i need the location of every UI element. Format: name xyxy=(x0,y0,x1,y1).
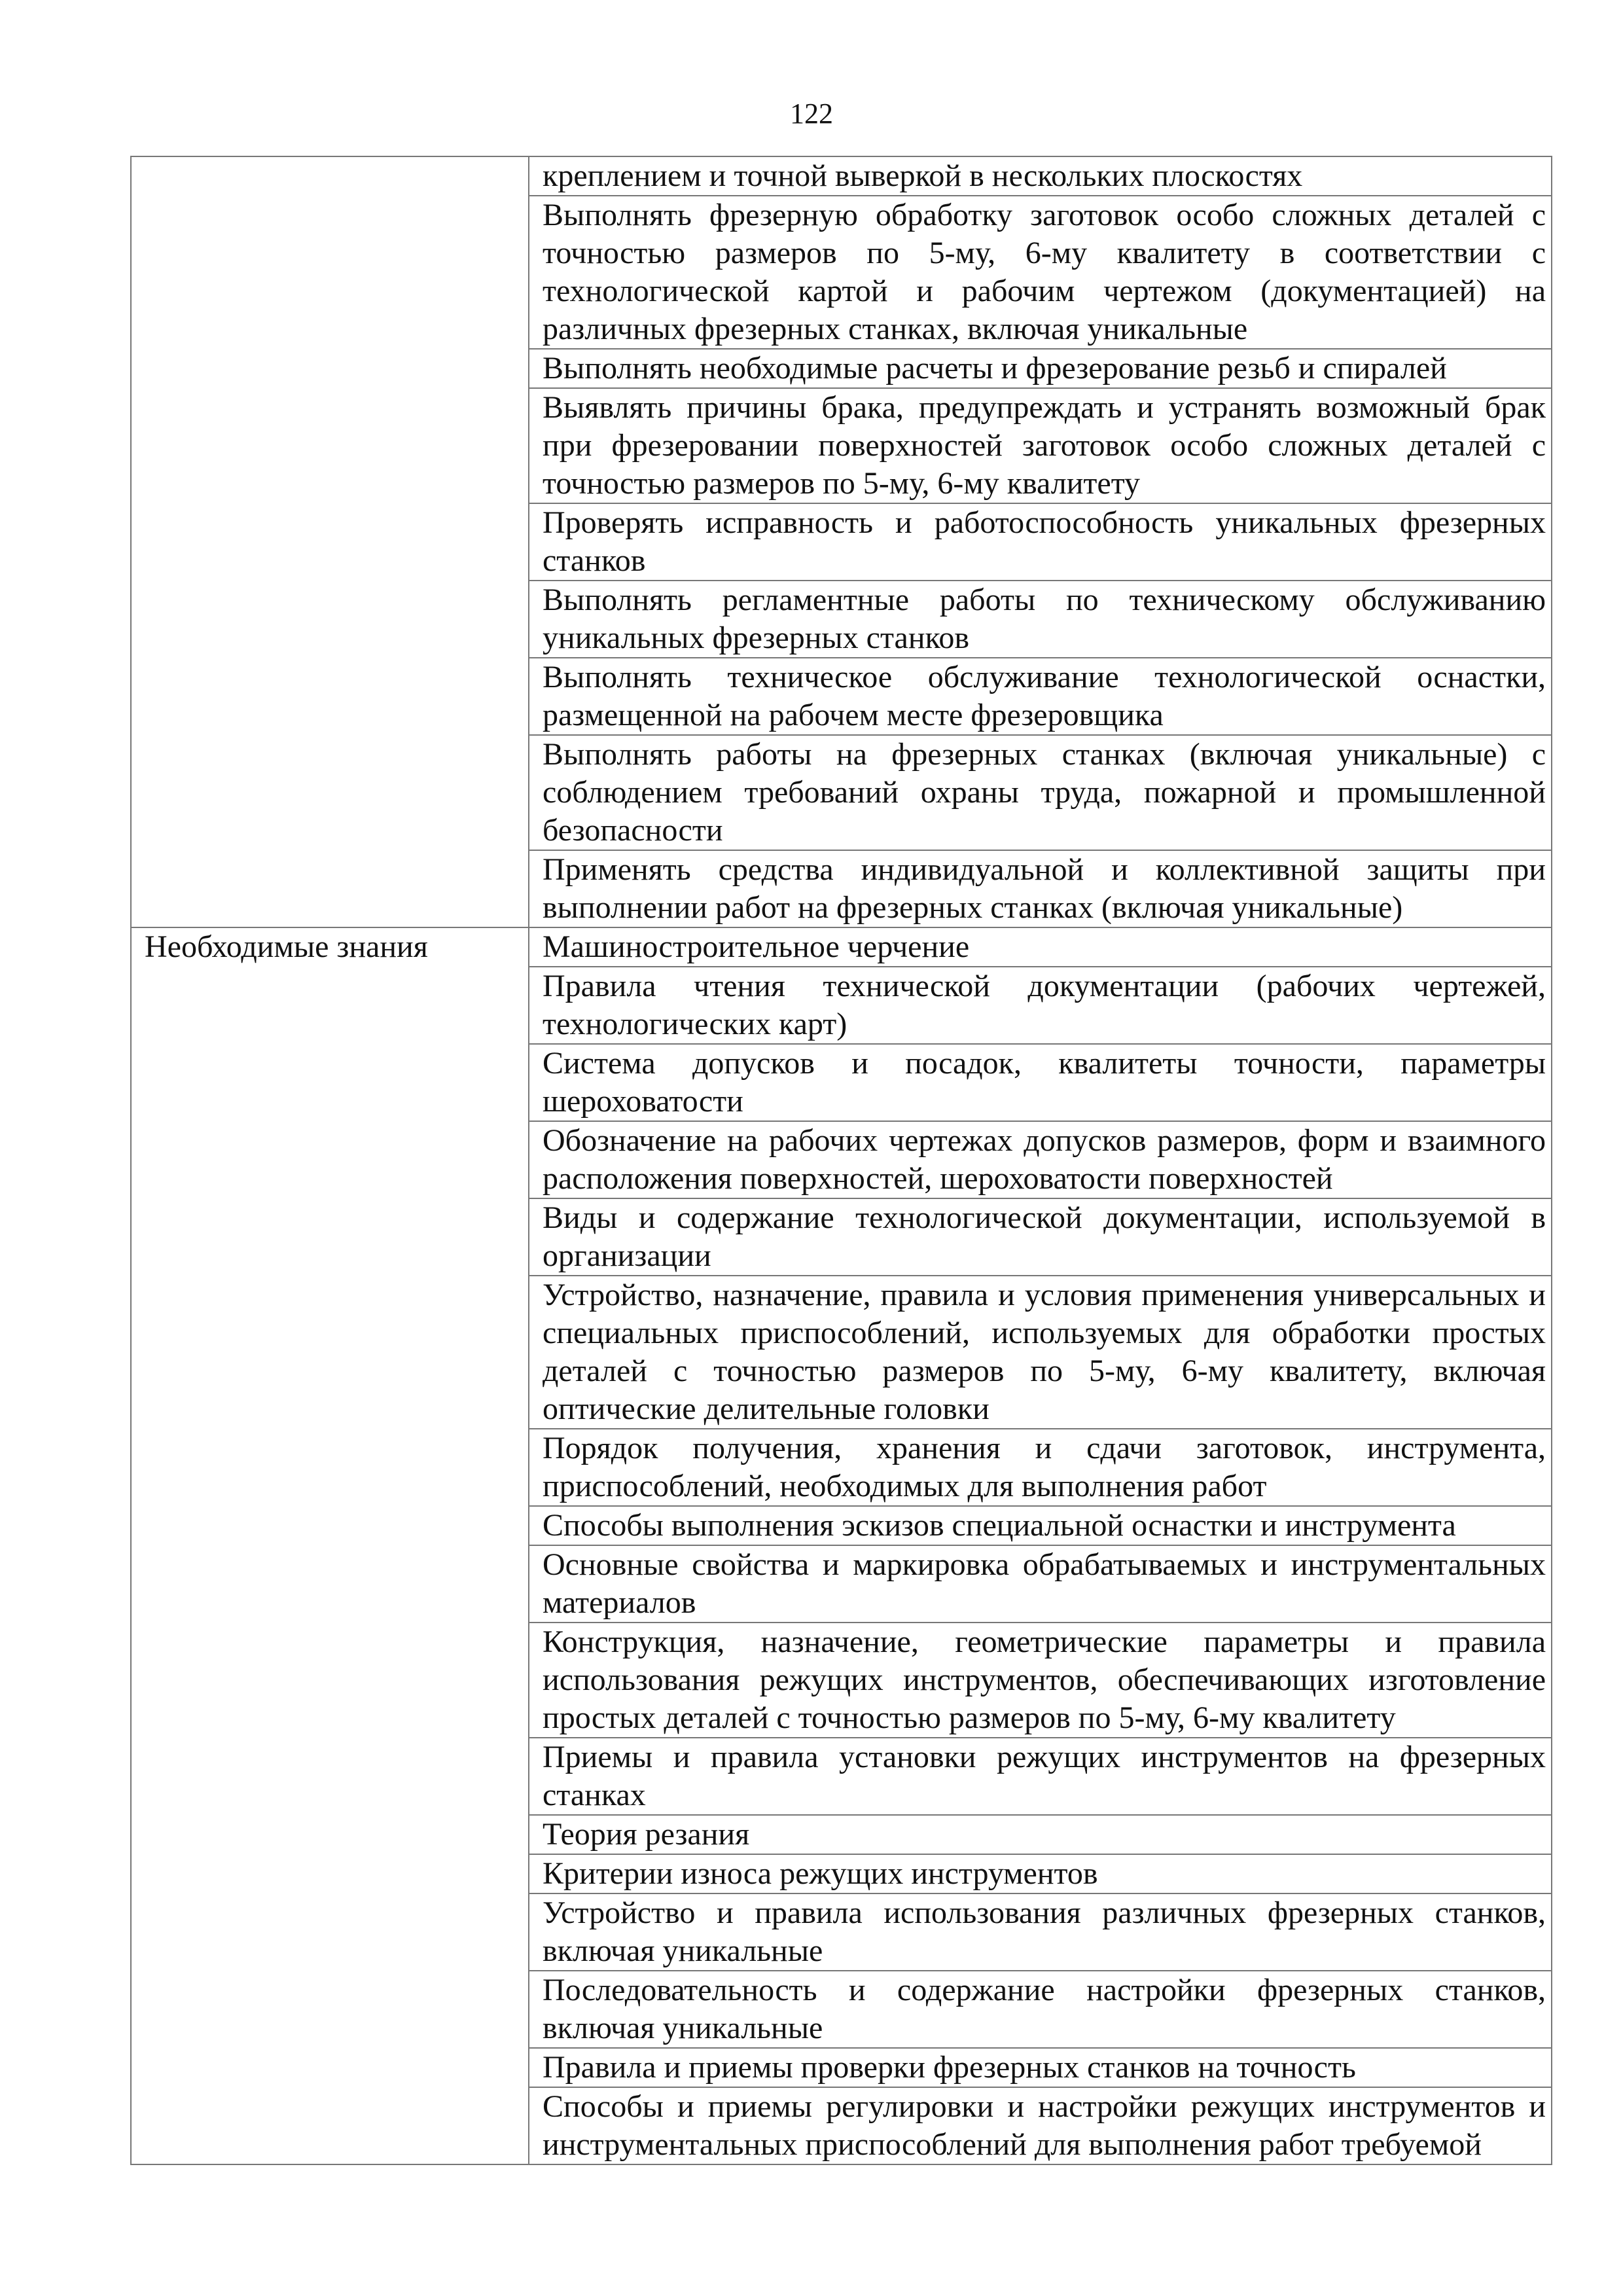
table-cell: Машиностроительное черчение xyxy=(529,927,1552,967)
knowledge-label: Необходимые знания xyxy=(131,927,529,2164)
table-cell: Выполнять работы на фрезерных станках (включая уникальные) с соблюдением требований охраны труда, пожарной и промышленной безопасности xyxy=(529,735,1552,850)
table-cell: Последовательность и содержание настройки фрезерных станков, включая уникальные xyxy=(529,1971,1552,2048)
table-cell: Устройство, назначение, правила и условия применения универсальных и специальных приспособлений, используемых для обработки простых деталей с точностью размеров по 5-му, 6-му квалитету, включая оптические делительные головки xyxy=(529,1276,1552,1429)
table-cell: Приемы и правила установки режущих инструментов на фрезерных станках xyxy=(529,1738,1552,1815)
table-cell: Применять средства индивидуальной и коллективной защиты при выполнении работ на фрезерных станках (включая уникальные) xyxy=(529,850,1552,927)
table-cell: Выполнять техническое обслуживание технологической оснастки, размещенной на рабочем месте фрезеровщика xyxy=(529,658,1552,735)
table-cell: Система допусков и посадок, квалитеты точности, параметры шероховатости xyxy=(529,1044,1552,1121)
table-cell: Правила чтения технической документации (рабочих чертежей, технологических карт) xyxy=(529,967,1552,1044)
table-cell: Способы выполнения эскизов специальной оснастки и инструмента xyxy=(529,1506,1552,1545)
table-cell: Выполнять необходимые расчеты и фрезерование резьб и спиралей xyxy=(529,349,1552,388)
table-cell: Критерии износа режущих инструментов xyxy=(529,1854,1552,1893)
table-row xyxy=(131,156,1552,196)
table-cell: Выполнять фрезерную обработку заготовок особо сложных деталей с точностью размеров по 5-му, 6-му квалитету в соответствии с технологической картой и рабочим чертежом (документацией) на различных фрезерных станках, включая уникальные xyxy=(529,196,1552,349)
table-cell: креплением и точной выверкой в нескольких плоскостях xyxy=(529,156,1552,196)
table-cell: Правила и приемы проверки фрезерных станков на точность xyxy=(529,2048,1552,2087)
table-cell: Выполнять регламентные работы по техническому обслуживанию уникальных фрезерных станков xyxy=(529,581,1552,658)
table-cell: Способы и приемы регулировки и настройки режущих инструментов и инструментальных приспособлений для выполнения работ требуемой xyxy=(529,2087,1552,2164)
competency-table xyxy=(130,156,1552,2165)
table-cell: Конструкция, назначение, геометрические параметры и правила использования режущих инструментов, обеспечивающих изготовление простых деталей с точностью размеров по 5-му, 6-му квалитету xyxy=(529,1623,1552,1738)
table-cell: Выявлять причины брака, предупреждать и устранять возможный брак при фрезеровании поверхностей заготовок особо сложных деталей с точностью размеров по 5-му, 6-му квалитету xyxy=(529,388,1552,503)
table-row xyxy=(131,927,1552,967)
table-cell: Теория резания xyxy=(529,1815,1552,1854)
table-cell: Порядок получения, хранения и сдачи заготовок, инструмента, приспособлений, необходимых для выполнения работ xyxy=(529,1429,1552,1506)
page-number: 122 xyxy=(790,98,833,130)
table-cell: Обозначение на рабочих чертежах допусков размеров, форм и взаимного расположения поверхностей, шероховатости поверхностей xyxy=(529,1121,1552,1198)
table-cell: Проверять исправность и работоспособность уникальных фрезерных станков xyxy=(529,503,1552,581)
left-cell-empty xyxy=(131,156,529,927)
table-cell: Устройство и правила использования различных фрезерных станков, включая уникальные xyxy=(529,1893,1552,1971)
table-cell: Основные свойства и маркировка обрабатываемых и инструментальных материалов xyxy=(529,1545,1552,1623)
table-cell: Виды и содержание технологической документации, используемой в организации xyxy=(529,1198,1552,1276)
